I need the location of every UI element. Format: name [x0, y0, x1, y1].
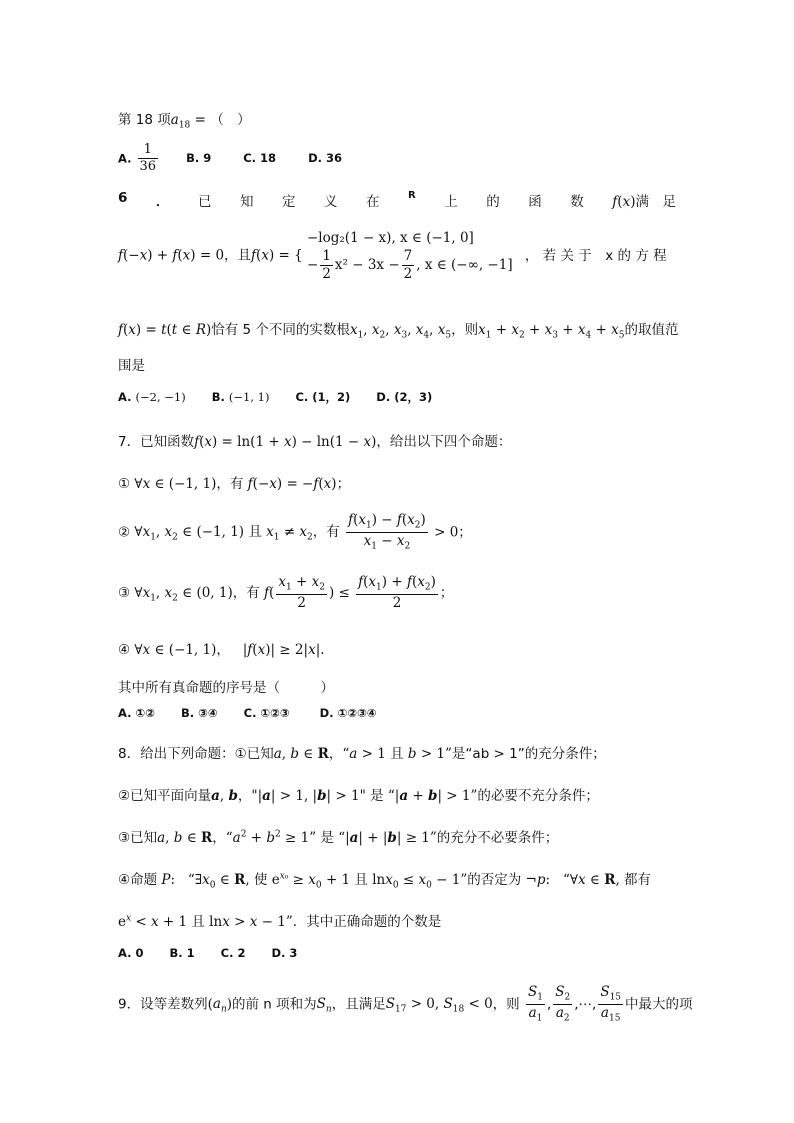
q7-proposition-3: ③ $\forall x_1$, $x_2$ ∈ (0, 1)，有 f( $\frac{x_1 + x_2}{2}$ ) ≤ $\frac{f(x_1) + f(x_2)}{2}$ ；	[118, 574, 454, 611]
q7-proposition-2: ② $\forall x_1$, $x_2$ ∈ (−1, 1) 且 $x_1 \ne x_2$，有 $\frac{f(x_1) - f(x_2)}{x_1 - x_2}$ > 0；	[118, 512, 472, 552]
q6-line1: 6 ． 已 知 定 义 在 R 上 的 函 数 f(x)满 足	[118, 190, 676, 210]
q7-options: A. ①② B. ③④ C. ①②③ D. ①②③④	[118, 706, 377, 720]
q7-proposition-1: ① ∀x ∈ (−1, 1)，有 f(−x) = −f(x)；	[118, 476, 351, 492]
q7-question: 其中所有真命题的序号是（ ）	[118, 680, 334, 696]
q8-options: A. 0 B. 1 C. 2 D. 3	[118, 946, 298, 960]
q6-line2: f(−x) + f(x) = 0，且f(x) = { −log₂(1 − x), x ∈ (−1, 0] − $\frac{1}{2}$ x² − 3x − $\frac{7}{2}$ , x ∈ (−∞, −1] ， 若 关 于 x 的 方 程	[118, 230, 667, 283]
q8-statement-5: $e^x < x + 1$ 且 lnx > x − 1”．其中正确命题的个数是	[118, 913, 442, 930]
q5-stem: 第 18 项$a_{18}$ = （ ）	[118, 112, 251, 131]
q8-intro: 8．给出下列命题：①已知a, b ∈ R，“a > 1 且 b > 1”是“ab > 1”的充分条件；	[118, 746, 606, 762]
q5-options: A. $\frac{1}{36}$ B. 9 C. 18 D. 36	[118, 142, 342, 175]
q8-statement-3: ③已知a, b ∈ R，“$a^2 + b^2 \ge 1$” 是 “|a| + |b| ≥ 1”的充分不必要条件；	[118, 829, 559, 846]
q6-line4: 围是	[118, 358, 145, 374]
q5-option-a-fraction: $\frac{1}{36}$	[139, 142, 157, 175]
q6-piecewise: −log₂(1 − x), x ∈ (−1, 0] − $\frac{1}{2}$ x² − 3x − $\frac{7}{2}$ , x ∈ (−∞, −1]	[307, 230, 513, 283]
q7-proposition-4: ④ ∀x ∈ (−1, 1)， |f(x)| ≥ 2|x|.	[118, 642, 325, 658]
q9-intro: 9．设等差数列$(a_n)$的前 n 项和为$S_n$，且满足$S_{17} > 0$, $S_{18} < 0$，则 $\frac{S_1}{a_1}$ , $\frac{S_2}{a_2}$ ,⋯, $\frac{S_{15}}{a_{15}}$ 中最大的项	[118, 984, 693, 1024]
q7-intro: 7．已知函数f(x) = ln(1 + x) − ln(1 − x)，给出以下四个命题：	[118, 434, 512, 450]
q8-statement-4: ④命题 P: “$\exists x_0$ ∈ R, 使 $e^{x_0} \ge x_0 + 1$ 且 $\ln x_0 \le x_0 - 1$”的否定为 ¬p: “∀x ∈ R, 都有	[118, 871, 652, 891]
q8-statement-2: ②已知平面向量a, b，"|a| > 1, |b| > 1" 是 “|a + b| > 1”的必要不充分条件；	[118, 788, 599, 804]
q6-options: A. (−2, −1) B. (−1, 1) C. (1，2) D. (2，3)	[118, 390, 433, 404]
q6-line3: f(x) = t(t ∈ R)恰有 5 个不同的实数根$x_1$, $x_2$, $x_3$, $x_4$, $x_5$，则$x_1 + x_2 + x_3 + x_4 + x_5$的取值范	[118, 322, 679, 341]
